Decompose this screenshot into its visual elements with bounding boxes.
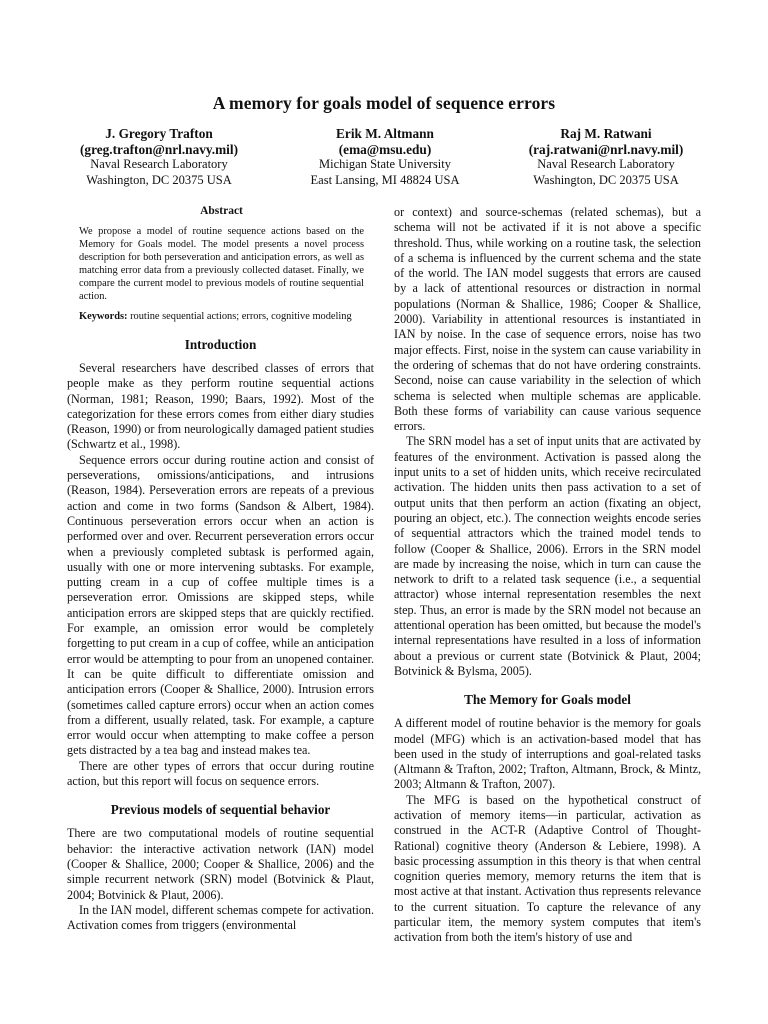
abstract xyxy=(79,205,364,323)
paragraph: There are other types of errors that occur during routine action, but this report will focus on sequence errors. xyxy=(67,758,374,789)
section-heading-memory-for-goals: The Memory for Goals model xyxy=(464,692,631,708)
paragraph: or context) and source-schemas (related schemas), but a schema will not be activated if it is not above a specific threshold. Thus, while working on a routine task, the selection of a schema is influenced by the current schema and the state of the world. The IAN model suggests that errors are caused by a lack of attentional resources or distraction in normal populations (Norman & Shallice, 1986; Cooper & Shallice, 2000). Variability in attentional resources is instantiated in IAN by noise. In the case of sequence errors, noise has two major effects. First, noise in the system can cause variability in the ordering of schemas that do not have ordering constraints. Second, noise can cause variability in the selection of which schema is selected when multiple schemas are applicable. Both these forms of variability can cause various sequence errors. xyxy=(394,205,701,434)
author-affiliation: Naval Research Laboratory xyxy=(90,157,228,172)
abstract-text: We propose a model of routine sequence actions based on the Memory for Goals model. The model presents a novel process description for both perseveration and anticipation errors, as well as matching error data from a previously collected dataset. Finally, we compare the current model to previous models of routine sequential action. xyxy=(79,226,364,302)
author-location: East Lansing, MI 48824 USA xyxy=(310,172,460,187)
author-affiliation: Michigan State University xyxy=(319,157,451,172)
paragraph: There are two computational models of routine sequential behavior: the interactive activation network (IAN) model (Cooper & Shallice, 2000; Cooper & Shallice, 2006) and the simple recurrent network (SRN) model (Botvinick & Plaut, 2004; Botvinick & Plaut, 2006). xyxy=(67,826,374,902)
right-column xyxy=(394,205,701,946)
author-email: (greg.trafton@nrl.navy.mil) xyxy=(80,141,238,157)
paragraph: The SRN model has a set of input units that are activated by features of the environment. Activation is passed along the input units to a set of hidden units, which receive recirculated activation. The hidden units then pass activation to a set of output units that then perform an action (fixating an object, pouring an object, etc.). The connection weights encode series of sequential attractors which the trained model tends to follow (Cooper & Shallice, 2006). Errors in the SRN model are made by increasing the noise, which in turn can cause the network to drift to a related task sequence (i.e., a sequential attractor) whose internal representation resembles the next step. Thus, an error is made by the SRN model not because an attentional operation has been omitted, but because the model's internal representations have resulted in a loss of information about a previous or current state (Botvinick & Plaut, 2004; Botvinick & Bylsma, 2005). xyxy=(394,434,701,678)
keywords-text: routine sequential actions; errors, cognitive modeling xyxy=(127,311,352,322)
author-name: Raj M. Ratwani xyxy=(560,126,652,141)
author-affiliation: Naval Research Laboratory xyxy=(537,157,675,172)
paper-title: A memory for goals model of sequence errors xyxy=(212,93,556,113)
author-email: (ema@msu.edu) xyxy=(338,141,432,157)
paragraph: The MFG is based on the hypothetical construct of activation of memory items—in particular, activation as construed in the ACT-R (Adaptive Control of Thought-Rational) cognitive theory (Anderson & Lebiere, 1998). A basic processing assumption in this theory is that when central cognition queries memory, memory returns the item that is most active at that instant. Activation thus represents relevance to the current situation. To capture the relevance of any particular item, the memory system computes that item's activation from both the item's history of use and xyxy=(394,792,701,945)
author-location: Washington, DC 20375 USA xyxy=(533,172,679,187)
section-heading-previous-models: Previous models of sequential behavior xyxy=(110,802,331,818)
paragraph: A different model of routine behavior is the memory for goals model (MFG) which is an activation-based model that has been used in the study of interruptions and goal-related tasks (Altmann & Trafton, 2002; Trafton, Altmann, Brock, & Mintz, 2003; Altmann & Trafton, 2007). xyxy=(394,716,701,792)
author-block-1 xyxy=(54,126,264,188)
paragraph: Sequence errors occur during routine action and consist of perseverations, omissions/anticipations, and intrusions (Reason, 1984). Perseveration errors are repeats of a previous action and come in two forms (Sandson & Albert, 1984). Continuous perseveration errors occur when an action is performed over and over. Recurrent perseveration errors occur when a previously completed subtask is performed again, usually with one or more intervening subtasks. For example, putting cream in a cup of coffee multiple times is a perseveration error. Omissions are skipped steps, while anticipation errors are skipped steps that are quickly rectified. For example, an omission error would be completely forgetting to put cream in a cup of coffee, while an anticipation error would be attempting to pour from an unopened container. It can be quite difficult to differentiate omission and anticipation errors (Cooper & Shallice, 2000). Intrusion errors (sometimes called capture errors) occur when an action comes from a different, usually related, task. For example, a capture error would occur when attempting to make coffee a person gets distracted by a tea bag and instead makes tea. xyxy=(67,452,375,758)
abstract-heading: Abstract xyxy=(200,205,243,217)
author-email: (raj.ratwani@nrl.navy.mil) xyxy=(528,141,684,157)
author-block-3 xyxy=(495,126,717,188)
left-column xyxy=(67,205,374,933)
keywords-label: Keywords: xyxy=(79,311,128,322)
author-name: Erik M. Altmann xyxy=(336,126,434,141)
author-block-2 xyxy=(280,126,490,188)
author-name: J. Gregory Trafton xyxy=(105,126,213,141)
section-heading-introduction: Introduction xyxy=(184,337,257,352)
author-location: Washington, DC 20375 USA xyxy=(86,172,232,187)
keywords xyxy=(79,310,364,323)
paragraph: In the IAN model, different schemas compete for activation. Activation comes from triggers (environmental xyxy=(67,902,374,933)
paragraph: Several researchers have described classes of errors that people make as they perform routine sequential actions (Norman, 1981; Reason, 1990; Baars, 1992). Most of the categorization for these errors comes from either diary studies (Reason, 1990) or from neurologically damaged patient studies (Schwartz et al., 1998). xyxy=(67,361,374,452)
